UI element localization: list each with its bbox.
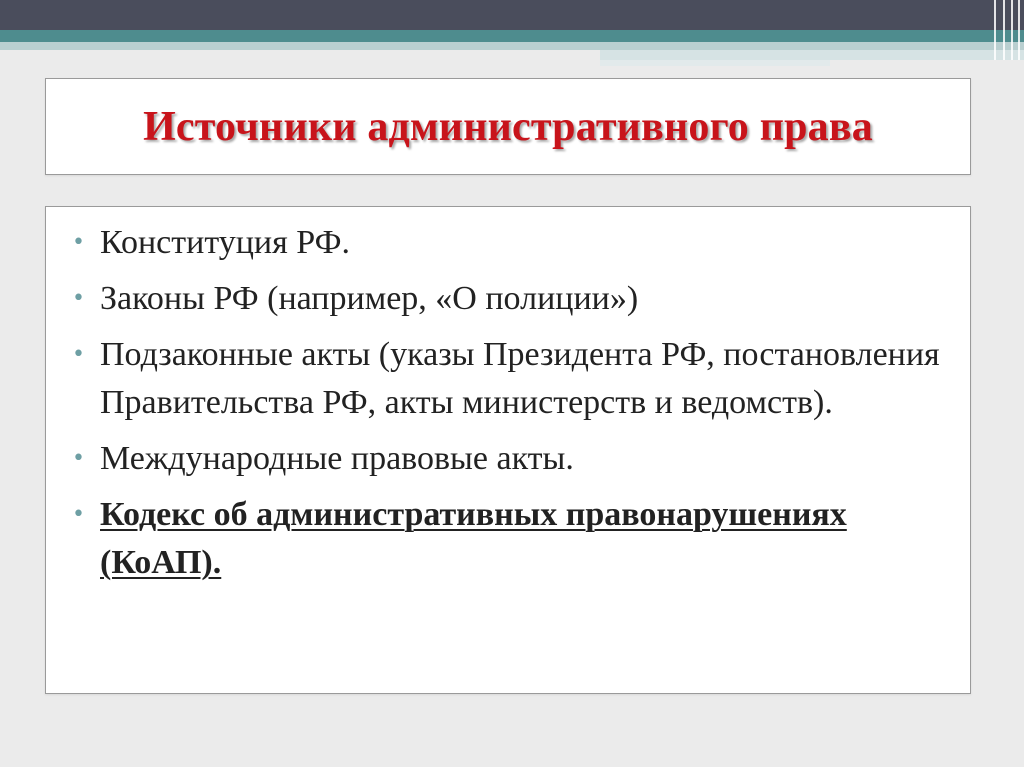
slide-title: Источники административного права — [143, 103, 873, 150]
list-item — [72, 435, 942, 483]
edge-stripe — [1003, 0, 1005, 60]
list-item-text: Международные правовые акты. — [100, 440, 574, 477]
bullet-dot-icon: • — [72, 446, 85, 471]
bullet-list — [72, 219, 942, 595]
list-item-text: Кодекс об административных правонарушениях (КоАП). — [100, 496, 847, 581]
bullet-dot-icon: • — [72, 502, 85, 527]
list-item-emphasized — [72, 491, 942, 587]
edge-stripe — [1018, 0, 1020, 60]
title-box — [45, 78, 971, 175]
list-item — [72, 219, 942, 267]
list-item-text: Конституция РФ. — [100, 224, 350, 261]
list-item — [72, 331, 942, 427]
top-bar-pale — [0, 42, 1024, 50]
top-bar-accent-2 — [600, 60, 830, 66]
edge-stripe — [1011, 0, 1013, 60]
top-bar-teal — [0, 30, 1024, 42]
edge-stripe — [994, 0, 996, 60]
top-bar-dark — [0, 0, 1024, 30]
list-item-text: Законы РФ (например, «О полиции») — [100, 280, 639, 317]
top-bar-accent — [600, 50, 1024, 60]
bullet-dot-icon: • — [72, 230, 85, 255]
list-item — [72, 275, 942, 323]
bullet-dot-icon: • — [72, 286, 85, 311]
bullet-dot-icon: • — [72, 342, 85, 367]
content-box — [45, 206, 971, 694]
list-item-text: Подзаконные акты (указы Президента РФ, постановления Правительства РФ, акты министерств и ведомств). — [100, 336, 940, 421]
